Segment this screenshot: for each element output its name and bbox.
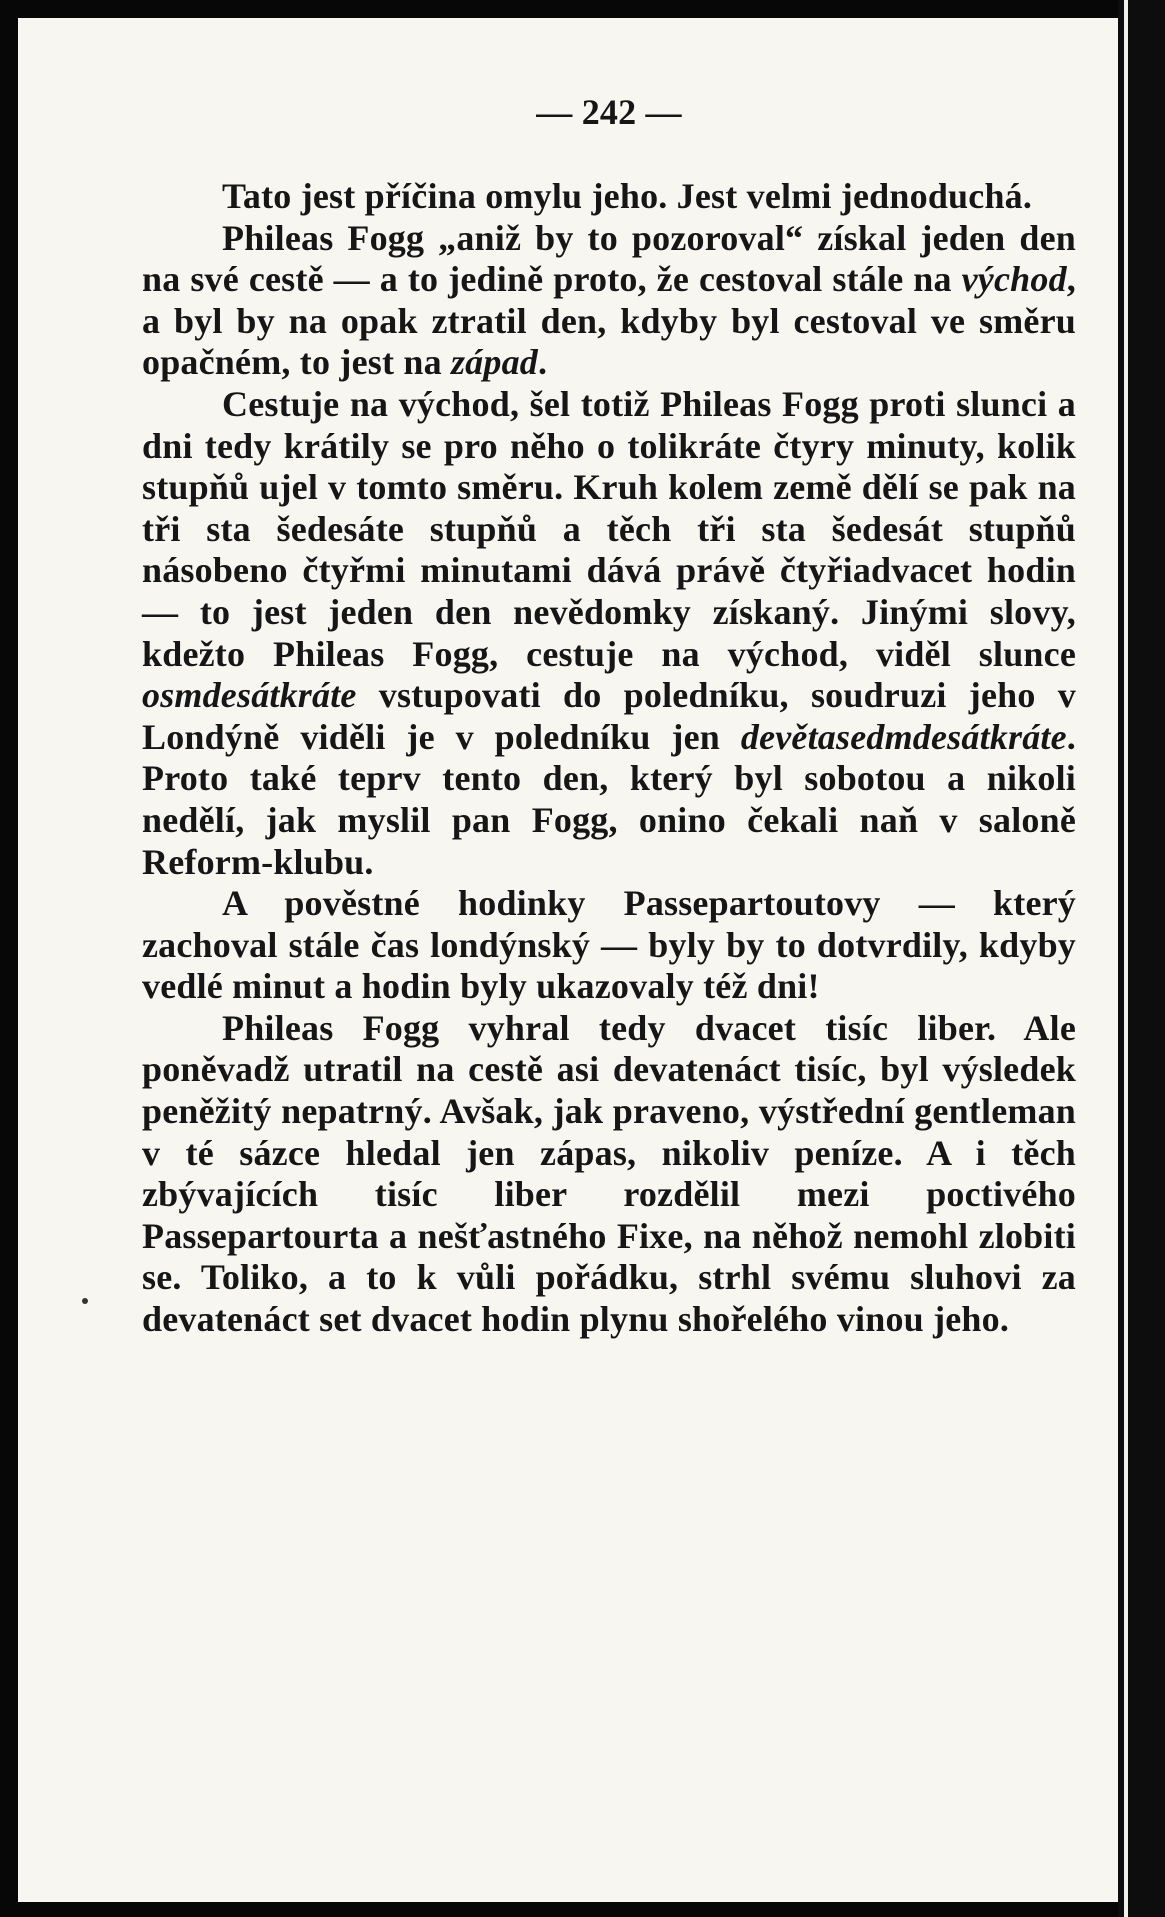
- print-speck: [82, 1298, 88, 1304]
- text-run: A pověstné hodinky Passepartoutovy — který zachoval stále čas londýnský — byly by to dotvrdily, kdyby vedlé minut a hodin byly ukazovaly též dni!: [142, 883, 1076, 1007]
- text-run: vstupovati do poledníku, soudruzi jeho v Londýně viděli je v poledníku jen: [142, 675, 1076, 757]
- text-run: . Proto také teprv tento den, který byl sobotou a nikoli nedělí, jak myslil pan Fogg, onino čekali naň v saloně Reform-klubu.: [142, 716, 1076, 882]
- emphasized-text: devětasedmdesátkráte: [740, 716, 1067, 757]
- emphasized-text: východ: [961, 259, 1067, 300]
- paragraph: [142, 384, 1076, 883]
- text-run: Phileas Fogg vyhral tedy dvacet tisíc liber. Ale poněvadž utratil na cestě asi devatenáct tisíc, byl výsledek peněžitý nepatrný. Avšak, jak praveno, výstřední gentleman v té sázce hledal jen zápas, nikoliv peníze. A i těch zbývajících tisíc liber rozdělil mezi poctivého Passepartourta a nešťastného Fixe, na něhož nemohl zlobiti se. Toliko, a to k vůli pořádku, strhl svému sluhovi za devatenáct set dvacet hodin plynu shořelého vinou jeho.: [142, 1007, 1076, 1340]
- page-text: [142, 92, 1076, 1341]
- paragraph: [142, 176, 1076, 218]
- text-run: Phileas Fogg „aniž by to pozoroval“ získal jeden den na své cestě — a to jedině proto, že cestoval stále na: [142, 217, 1076, 300]
- paragraph: [142, 1008, 1076, 1341]
- page-number: — 242 —: [536, 92, 682, 132]
- emphasized-text: západ: [450, 342, 538, 383]
- paragraph: [142, 218, 1076, 384]
- paragraph: [142, 883, 1076, 1008]
- page-edge-line: [1124, 0, 1128, 1917]
- text-run: , a byl by na opak ztratil den, kdyby byl cestoval ve směru opačném, to jest na: [142, 259, 1076, 383]
- text-run: Cestuje na východ, šel totiž Phileas Fogg proti slunci a dni tedy krátily se pro něho o tolikráte čtyry minuty, kolik stupňů ujel v tomto směru. Kruh kolem země dělí se pak na tři sta šedesáte stupňů a těch tři sta šedesát stupňů násobeno čtyřmi minutami dává právě čtyřiadvacet hodin — to jest jeden den nevědomky získaný. Jinými slovy, kdežto Phileas Fogg, cestuje na východ, viděl slunce: [142, 383, 1076, 674]
- emphasized-text: osmdesátkráte: [142, 675, 357, 716]
- text-run: .: [537, 342, 548, 383]
- paragraph-container: [142, 176, 1076, 1341]
- text-run: Tato jest příčina omylu jeho. Jest velmi jednoduchá.: [222, 176, 1033, 216]
